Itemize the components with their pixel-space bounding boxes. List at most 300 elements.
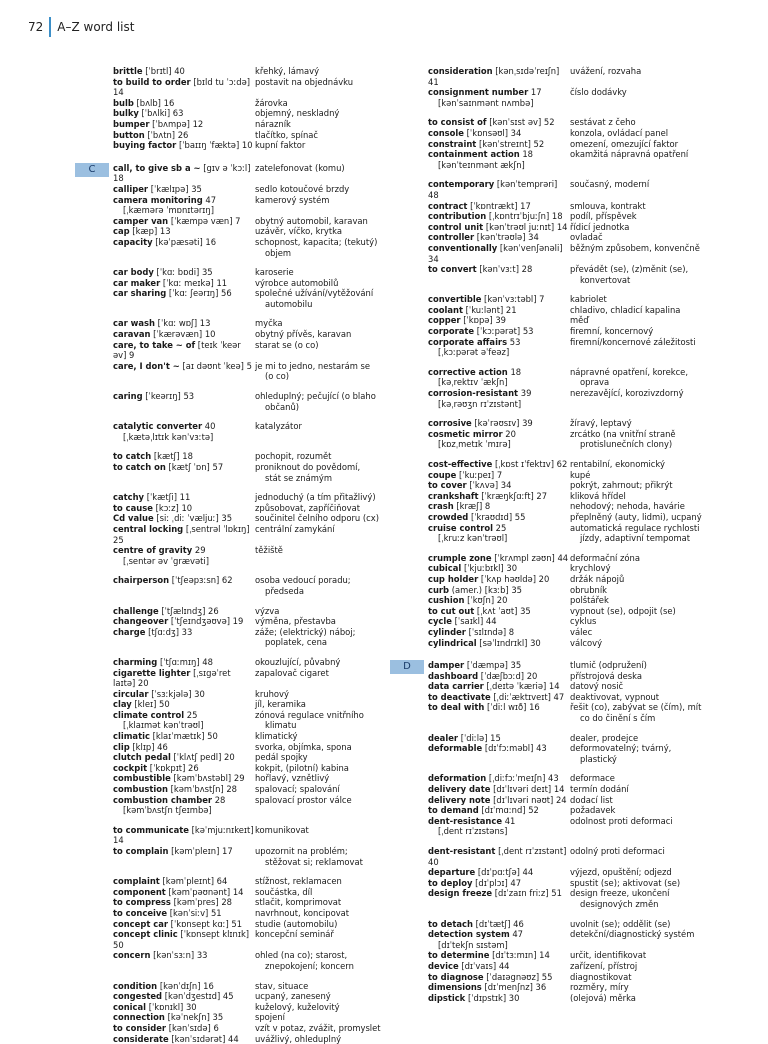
translation: dodací list: [570, 795, 613, 805]
glossary-entry: [428, 264, 748, 285]
headword-cell: [113, 876, 254, 887]
headword-cell: [428, 972, 569, 983]
glossary-entry: [428, 929, 748, 950]
glossary-entry: [428, 429, 748, 450]
glossary-entry: [113, 752, 413, 763]
headword: corporate: [428, 326, 474, 336]
headword: conical: [113, 1002, 146, 1012]
headword: connection: [113, 1012, 165, 1022]
headword: to cover: [428, 480, 467, 490]
translation-cell: [254, 616, 413, 627]
translation-cell: [569, 867, 748, 878]
pronunciation: [kəmˈpəʊnənt] 14: [168, 887, 243, 897]
pronunciation: [ˈkæmpə væn] 7: [171, 216, 241, 226]
glossary-entry: [428, 627, 748, 638]
headword-cell: [428, 595, 569, 606]
headword: consideration: [428, 66, 493, 76]
header-divider: [49, 17, 51, 37]
headword: containment action: [428, 149, 520, 159]
headword-cell: [428, 337, 569, 358]
headword: to detach: [428, 919, 473, 929]
translation: koncepční seminář: [255, 929, 334, 939]
translation: je mi to jedno, nestarám se: [255, 361, 370, 371]
left-column: [113, 66, 413, 1044]
headword-cell: [113, 130, 254, 141]
glossary-entry: [428, 784, 748, 795]
glossary-entry: [428, 563, 748, 574]
translation: firemní/koncernové záležitosti: [570, 337, 696, 347]
translation: zatelefonovat (komu): [255, 163, 345, 173]
glossary-entry: [428, 733, 748, 744]
pronunciation: [ˈsɪlɪndə] 8: [469, 627, 515, 637]
translation-cell: [254, 130, 413, 141]
headword-cell: [428, 480, 569, 491]
headword: central locking: [113, 524, 183, 534]
glossary-entry: [428, 523, 748, 544]
translation: držák nápojů: [570, 574, 624, 584]
glossary-entry: [113, 981, 413, 992]
pronunciation: [ˌdeɪtə ˈkæriə] 14: [486, 681, 559, 691]
translation-cell: [254, 1023, 413, 1034]
translation: výrobce automobilů: [255, 278, 338, 288]
pronunciation-continued: [kɒzˌmetɪk ˈmɪrə]: [428, 439, 569, 450]
translation: žíravý, leptavý: [570, 418, 632, 428]
pronunciation: [ˈbʌmpə] 12: [152, 119, 203, 129]
translation: detekční/diagnostický systém: [570, 929, 694, 939]
translation: ucpaný, zanesený: [255, 991, 331, 1001]
headword-cell: [428, 585, 569, 596]
headword-cell: [428, 367, 569, 388]
translation-cell: [569, 919, 748, 930]
pronunciation: [ˈtʃeɪndʒəʊvə] 19: [171, 616, 243, 626]
headword: catalytic converter: [113, 421, 202, 431]
headword-cell: [113, 846, 254, 867]
translation-cell: [569, 574, 748, 585]
headword-cell: [113, 627, 254, 648]
headword: constraint: [428, 139, 476, 149]
pronunciation: [kætʃ ˈɒn] 57: [169, 462, 224, 472]
pronunciation: 41: [505, 816, 516, 826]
pronunciation: [kəmˈpleɪnt] 64: [162, 876, 227, 886]
headword: dashboard: [428, 671, 478, 681]
translation: obrubník: [570, 585, 607, 595]
translation-cell: [569, 795, 748, 806]
pronunciation: [ˈtʃɑːmɪŋ] 48: [160, 657, 213, 667]
glossary-entry: [428, 512, 748, 523]
headword-cell: [428, 733, 569, 744]
headword: cylinder: [428, 627, 466, 637]
translation-cell: [569, 523, 748, 544]
headword-cell: [113, 710, 254, 731]
headword: consignment number: [428, 87, 528, 97]
pronunciation: [ˈbʌtn] 26: [147, 130, 188, 140]
headword-cell: [113, 575, 254, 596]
pronunciation-continued: [kəˌrektɪv ˈækʃn]: [428, 377, 569, 388]
headword: car wash: [113, 318, 155, 328]
translation-cell: [569, 972, 748, 983]
headword-cell: [428, 149, 569, 170]
pronunciation: 40: [205, 421, 216, 431]
translation: krychlový: [570, 563, 611, 573]
glossary-entry: [428, 179, 748, 200]
glossary-entry: [428, 501, 748, 512]
glossary-entry: [428, 671, 748, 682]
glossary-entry: [428, 773, 748, 784]
headword-cell: [428, 211, 569, 222]
headword: cubical: [428, 563, 461, 573]
headword: dealer: [428, 733, 458, 743]
glossary-entry: [113, 1012, 413, 1023]
translation-cell: [254, 773, 413, 784]
pronunciation: [ˈkrʌmpl zəʊn] 44: [494, 553, 568, 563]
pronunciation: [ˈdiːlə] 15: [461, 733, 501, 743]
headword-cell: [113, 421, 254, 442]
pronunciation: [ˈbaɪɪŋ ˈfæktə] 10: [179, 140, 253, 150]
headword: deformable: [428, 743, 482, 753]
translation-cell: [569, 743, 748, 764]
translation-continued: objem: [255, 248, 413, 259]
translation-cell: [254, 795, 413, 816]
glossary-entry: [428, 66, 748, 87]
translation: kupé: [570, 470, 590, 480]
headword-cell: [113, 919, 254, 930]
headword-cell: [428, 773, 569, 784]
translation: měď: [570, 315, 589, 325]
pronunciation: [klaɪˈmætɪk] 50: [153, 731, 218, 741]
translation-continued: poplatek, cena: [255, 637, 413, 648]
headword-cell: [428, 459, 569, 470]
translation: chladivo, chladicí kapalina: [570, 305, 680, 315]
translation: omezení, omezující faktor: [570, 139, 678, 149]
headword-cell: [113, 226, 254, 237]
pronunciation: [ˈkɒnɪkl] 30: [149, 1002, 197, 1012]
headword-cell: [428, 606, 569, 617]
translation: součinitel čelního odporu (cx): [255, 513, 379, 523]
pronunciation: [ˈkræŋkʃɑːft] 27: [481, 491, 547, 501]
pronunciation: [ˈdæʃbɔːd] 20: [481, 671, 538, 681]
translation-cell: [254, 897, 413, 908]
translation: kliková hřídel: [570, 491, 626, 501]
headword: concern: [113, 950, 150, 960]
headword: convertible: [428, 294, 481, 304]
translation: deaktivovat, vypnout: [570, 692, 659, 702]
translation: stížnost, reklamacen: [255, 876, 342, 886]
pronunciation: [dɪˈmenʃnz] 36: [484, 982, 546, 992]
headword: care, I don't ~: [113, 361, 180, 371]
section-cont: [428, 66, 748, 648]
glossary-entry: [428, 294, 748, 305]
pronunciation: [kəˈrəʊsɪv] 39: [474, 418, 532, 428]
headword-cell: [113, 163, 254, 184]
headword: car body: [113, 267, 154, 277]
headword: corporate affairs: [428, 337, 507, 347]
headword-cell: [113, 825, 254, 846]
pronunciation: [kənˈtrəʊlə] 34: [477, 232, 539, 242]
glossary-entry: [428, 315, 748, 326]
translation: přeplněný (auty, lidmi), ucpaný: [570, 512, 702, 522]
headword-cell: [428, 243, 569, 264]
headword: controller: [428, 232, 474, 242]
translation-cell: [569, 139, 748, 150]
pronunciation: [kənˈtrəʊl juːnɪt] 14: [486, 222, 568, 232]
translation: řešit (co), zabývat se (čím), mít: [570, 702, 701, 712]
translation-cell: [569, 816, 748, 837]
pronunciation: [ˈkɑː meɪkə] 11: [163, 278, 227, 288]
translation-cell: [569, 367, 748, 388]
headword: to compress: [113, 897, 171, 907]
headword-cell: [428, 315, 569, 326]
headword: combustion: [113, 784, 168, 794]
headword: combustion chamber: [113, 795, 212, 805]
headword: climate control: [113, 710, 184, 720]
glossary-entry: [113, 1034, 413, 1044]
translation: ovladač: [570, 232, 603, 242]
headword: cap: [113, 226, 130, 236]
glossary-entry: [113, 773, 413, 784]
translation-cell: [254, 950, 413, 971]
headword: cruise control: [428, 523, 493, 533]
translation-cell: [254, 524, 413, 545]
translation: současný, moderní: [570, 179, 649, 189]
translation-cell: [569, 950, 748, 961]
glossary-entry: [428, 326, 748, 337]
translation-cell: [254, 699, 413, 710]
pronunciation: [kənˈdʒestɪd] 45: [165, 991, 234, 1001]
headword-cell: [113, 108, 254, 119]
translation: výzva: [255, 606, 279, 616]
headword-cell: [113, 731, 254, 742]
pronunciation: [ˈsaɪkl] 44: [455, 616, 497, 626]
translation-cell: [254, 163, 413, 184]
headword-cell: [113, 524, 254, 545]
glossary-entry: [428, 638, 748, 649]
glossary-entry: [113, 451, 413, 462]
headword-cell: [113, 908, 254, 919]
pronunciation: [ˈkærəvæn] 10: [153, 329, 215, 339]
translation-cell: [254, 908, 413, 919]
translation-cell: [569, 501, 748, 512]
headword: buying factor: [113, 140, 176, 150]
translation: přístrojová deska: [570, 671, 642, 681]
translation: uzávěr, víčko, krytka: [255, 226, 342, 236]
pronunciation-continued: [ˌkæmərə ˈmɒnɪtərɪŋ]: [113, 205, 254, 216]
translation-cell: [569, 595, 748, 606]
headword: contribution: [428, 211, 486, 221]
headword-cell: [428, 388, 569, 409]
headword-cell: [113, 1002, 254, 1013]
translation-cell: [254, 108, 413, 119]
headword: crowded: [428, 512, 468, 522]
pronunciation: [ˈkɑː wɒʃ] 13: [158, 318, 211, 328]
headword-cell: [428, 846, 569, 867]
glossary-entry: [113, 391, 413, 412]
translation-cell: [569, 337, 748, 358]
translation: ohled (na co); starost,: [255, 950, 347, 960]
pronunciation: [dɪˈpɑːtʃə] 44: [478, 867, 533, 877]
headword-cell: [428, 867, 569, 878]
headword-cell: [428, 878, 569, 889]
translation-cell: [569, 294, 748, 305]
glossary-entry: [113, 1002, 413, 1013]
pronunciation: [ˈkraʊdɪd] 55: [471, 512, 526, 522]
headword-cell: [428, 179, 569, 200]
pronunciation: [kənˈtemprəri] 48: [428, 179, 557, 200]
headword-cell: [113, 140, 254, 151]
headword-cell: [113, 991, 254, 1002]
headword: capacity: [113, 237, 153, 247]
glossary-entry: [113, 119, 413, 130]
headword-cell: [113, 752, 254, 763]
headword: bulb: [113, 98, 134, 108]
translation-cell: [254, 846, 413, 867]
translation: nárazník: [255, 119, 291, 129]
headword: camper van: [113, 216, 168, 226]
translation-cell: [254, 216, 413, 227]
translation: datový nosič: [570, 681, 623, 691]
pronunciation: [gɪv ə ˈkɔːl] 18: [113, 163, 251, 184]
glossary-entry: [428, 117, 748, 128]
headword-cell: [113, 66, 254, 77]
translation-cell: [569, 128, 748, 139]
headword: coolant: [428, 305, 463, 315]
translation-continued: předseda: [255, 586, 413, 597]
translation-cell: [569, 179, 748, 200]
glossary-entry: [113, 216, 413, 227]
headword: car maker: [113, 278, 160, 288]
headword-cell: [113, 763, 254, 774]
pronunciation: [bʌlb] 16: [137, 98, 175, 108]
glossary-entry: [428, 846, 748, 867]
translation-cell: [254, 545, 413, 566]
pronunciation-continued: [ˌklaɪmət kənˈtrəʊl]: [113, 720, 254, 731]
translation: požadavek: [570, 805, 615, 815]
glossary-entry: [428, 337, 748, 358]
translation-cell: [569, 149, 748, 170]
translation: kruhový: [255, 689, 289, 699]
headword-cell: [428, 222, 569, 233]
headword: dimensions: [428, 982, 482, 992]
headword-cell: [113, 784, 254, 795]
headword-cell: [428, 692, 569, 703]
translation-cell: [254, 421, 413, 442]
translation: nápravné opatření, korekce,: [570, 367, 688, 377]
pronunciation: [kəmˈpres] 28: [174, 897, 232, 907]
headword: design freeze: [428, 888, 492, 898]
translation-cell: [254, 513, 413, 524]
pronunciation: [ˈtʃeəpɜːsn] 62: [172, 575, 233, 585]
translation-cell: [254, 451, 413, 462]
headword-cell: [113, 1023, 254, 1034]
headword: contemporary: [428, 179, 494, 189]
headword-cell: [428, 139, 569, 150]
translation: objemný, neskladný: [255, 108, 339, 118]
section-letter: D: [390, 660, 424, 674]
translation-cell: [569, 773, 748, 784]
headword: dent-resistance: [428, 816, 502, 826]
pronunciation: [kæp] 13: [132, 226, 170, 236]
glossary-entry: [428, 606, 748, 617]
translation: studie (automobilu): [255, 919, 337, 929]
glossary-entry: [113, 710, 413, 731]
glossary-entry: [428, 139, 748, 150]
translation-continued: občanů): [255, 402, 413, 413]
headword: call, to give sb a ~: [113, 163, 201, 173]
headword: to communicate: [113, 825, 189, 835]
translation-cell: [569, 459, 748, 470]
pronunciation: [kætʃ] 18: [154, 451, 193, 461]
translation: firemní, koncernový: [570, 326, 653, 336]
pronunciation: [kəˈmjuːnɪkeɪt] 14: [113, 825, 254, 846]
headword: to complain: [113, 846, 168, 856]
headword-cell: [113, 950, 254, 971]
translation-cell: [569, 606, 748, 617]
headword-cell: [113, 606, 254, 617]
translation: konzola, ovládací panel: [570, 128, 668, 138]
translation-cell: [254, 981, 413, 992]
headword-cell: [428, 429, 569, 450]
headword-cell: [428, 201, 569, 212]
translation: (olejová) měrka: [570, 993, 636, 1003]
glossary-entry: [428, 702, 748, 723]
pronunciation: [ˈkʌp həʊldə] 20: [481, 574, 549, 584]
glossary-entry: [113, 1023, 413, 1034]
headword: delivery date: [428, 784, 490, 794]
headword: circular: [113, 689, 149, 699]
headword: clip: [113, 742, 130, 752]
translation: převádět (se), (z)měnit (se),: [570, 264, 688, 274]
translation: zařízení, přístroj: [570, 961, 637, 971]
headword: to cause: [113, 503, 153, 513]
translation-cell: [569, 117, 748, 128]
headword-cell: [428, 553, 569, 564]
glossary-entry: [428, 149, 748, 170]
pronunciation: [kræʃ] 8: [456, 501, 490, 511]
translation-cell: [254, 742, 413, 753]
section-D: [428, 660, 748, 1003]
translation: klimatický: [255, 731, 298, 741]
translation: design freeze, ukončení: [570, 888, 670, 898]
glossary-entry: [428, 585, 748, 596]
headword-cell: [428, 638, 569, 649]
pronunciation: [kənˈvɜːtəbl] 7: [484, 294, 544, 304]
translation: okouzlující, půvabný: [255, 657, 340, 667]
glossary-entry: [428, 867, 748, 878]
pronunciation: [ˈkælɪpə] 35: [151, 184, 202, 194]
headword-cell: [113, 340, 254, 361]
glossary-entry: [428, 743, 748, 764]
glossary-entry: [428, 660, 748, 671]
translation-cell: [569, 982, 748, 993]
glossary-entry: [113, 627, 413, 648]
headword: to deploy: [428, 878, 472, 888]
translation-continued: jízdy, adaptivní tempomat: [570, 533, 748, 544]
pronunciation: 18: [510, 367, 521, 377]
pronunciation: [ˈdiːl wɪð] 16: [487, 702, 540, 712]
translation-cell: [254, 361, 413, 382]
headword-cell: [113, 616, 254, 627]
translation: svorka, objímka, spona: [255, 742, 352, 752]
translation-cell: [569, 702, 748, 723]
glossary-entry: [113, 130, 413, 141]
translation-cell: [569, 305, 748, 316]
headword: camera monitoring: [113, 195, 203, 205]
translation: starat se (o co): [255, 340, 319, 350]
translation: válcový: [570, 638, 602, 648]
translation-cell: [254, 752, 413, 763]
glossary-entry: [428, 388, 748, 409]
headword: to consist of: [428, 117, 487, 127]
pronunciation: [ˈkɔːpərət] 53: [477, 326, 534, 336]
